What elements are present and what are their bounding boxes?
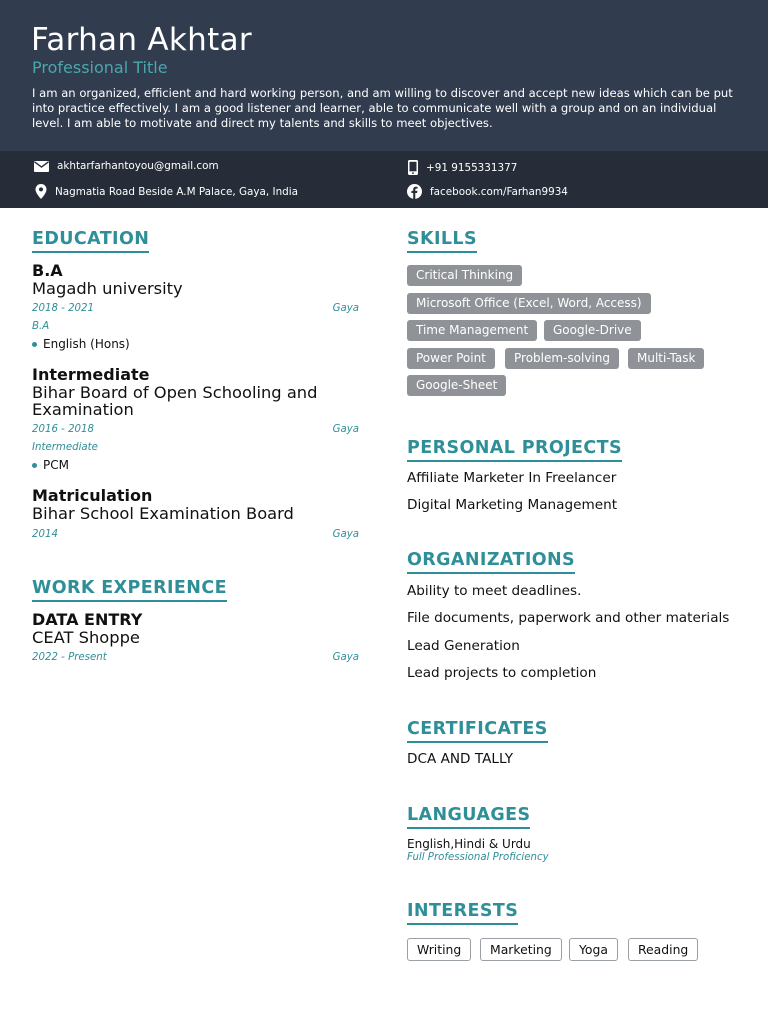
- education-institution: Magadh university: [32, 279, 183, 298]
- work-company: CEAT Shoppe: [32, 628, 140, 647]
- personal-projects-heading: PERSONAL PROJECTS: [407, 438, 622, 462]
- education-institution-line2: Examination: [32, 400, 134, 419]
- organization-item: Lead projects to completion: [407, 665, 597, 681]
- skill-tag: Problem-solving: [505, 348, 619, 369]
- bullet-dot: [32, 463, 37, 468]
- contact-facebook[interactable]: [407, 184, 568, 199]
- education-subtitle: Intermediate: [32, 442, 98, 453]
- education-location: Gaya: [332, 424, 359, 435]
- contact-address: [35, 184, 298, 199]
- education-location: Gaya: [332, 529, 359, 540]
- work-dates: 2022 - Present: [32, 652, 107, 663]
- interests-heading: INTERESTS: [407, 901, 518, 925]
- education-degree: Matriculation: [32, 486, 153, 505]
- facebook-text: facebook.com/Farhan9934: [430, 185, 568, 198]
- education-institution: Bihar School Examination Board: [32, 504, 294, 523]
- summary-text: I am an organized, efficient and hard working person, and am willing to discover and accept new ideas which can be put into practice effectively. I am a good listener and learner, able to communicate well with a group and on an individual level. I am able to motivate and direct my talents and skills to meet objectives.: [32, 86, 733, 130]
- candidate-name: Farhan Akhtar: [31, 22, 252, 58]
- contact-bar: [0, 151, 768, 208]
- education-heading: EDUCATION: [32, 229, 149, 253]
- certificates-heading: CERTIFICATES: [407, 719, 548, 743]
- education-degree: B.A: [32, 261, 63, 280]
- facebook-icon: [407, 184, 422, 199]
- location-pin-icon: [35, 184, 47, 199]
- interest-tag: Marketing: [480, 938, 562, 961]
- skill-tag: Google-Drive: [544, 320, 641, 341]
- interest-tag: Yoga: [569, 938, 618, 961]
- skill-tag: Google-Sheet: [407, 375, 506, 396]
- education-location: Gaya: [332, 303, 359, 314]
- education-subtitle: B.A: [32, 321, 50, 332]
- education-dates: 2016 - 2018: [32, 424, 95, 435]
- skills-heading: SKILLS: [407, 229, 477, 253]
- organizations-heading: ORGANIZATIONS: [407, 550, 575, 574]
- education-bullet: [32, 458, 69, 472]
- organization-item: File documents, paperwork and other materials: [407, 610, 730, 626]
- project-item: Affiliate Marketer In Freelancer: [407, 470, 617, 486]
- interest-tag: Reading: [628, 938, 698, 961]
- project-item: Digital Marketing Management: [407, 497, 618, 513]
- contact-email[interactable]: [34, 160, 219, 172]
- work-role: DATA ENTRY: [32, 610, 143, 629]
- interest-tag: Writing: [407, 938, 471, 961]
- resume-header: [0, 0, 768, 151]
- bullet-text: English (Hons): [43, 337, 130, 351]
- education-dates: 2014: [32, 529, 58, 540]
- languages-heading: LANGUAGES: [407, 805, 530, 829]
- professional-title: Professional Title: [32, 58, 168, 77]
- work-experience-heading: WORK EXPERIENCE: [32, 578, 227, 602]
- work-location: Gaya: [332, 652, 359, 663]
- address-text: Nagmatia Road Beside A.M Palace, Gaya, India: [55, 185, 299, 198]
- education-dates: 2018 - 2021: [32, 303, 95, 314]
- certificate-item: DCA AND TALLY: [407, 751, 514, 767]
- bullet-dot: [32, 342, 37, 347]
- skill-tag: Critical Thinking: [407, 265, 522, 286]
- organization-item: Lead Generation: [407, 638, 520, 654]
- skill-tag: Microsoft Office (Excel, Word, Access): [407, 293, 651, 314]
- skill-tag: Multi-Task: [628, 348, 704, 369]
- phone-text: +91 9155331377: [426, 161, 518, 174]
- phone-icon: [408, 160, 418, 175]
- email-text: akhtarfarhantoyou@gmail.com: [57, 160, 219, 172]
- skill-tag: Time Management: [407, 320, 537, 341]
- envelope-icon: [34, 161, 49, 172]
- organization-item: Ability to meet deadlines.: [407, 583, 582, 599]
- language-name: English,Hindi & Urdu: [407, 837, 531, 851]
- education-degree: Intermediate: [32, 365, 150, 384]
- education-bullet: [32, 337, 130, 351]
- contact-phone[interactable]: [408, 160, 517, 175]
- skill-tag: Power Point: [407, 348, 495, 369]
- language-proficiency: Full Professional Proficiency: [407, 852, 549, 863]
- bullet-text: PCM: [43, 458, 69, 472]
- education-institution-line1: Bihar Board of Open Schooling and: [32, 383, 318, 402]
